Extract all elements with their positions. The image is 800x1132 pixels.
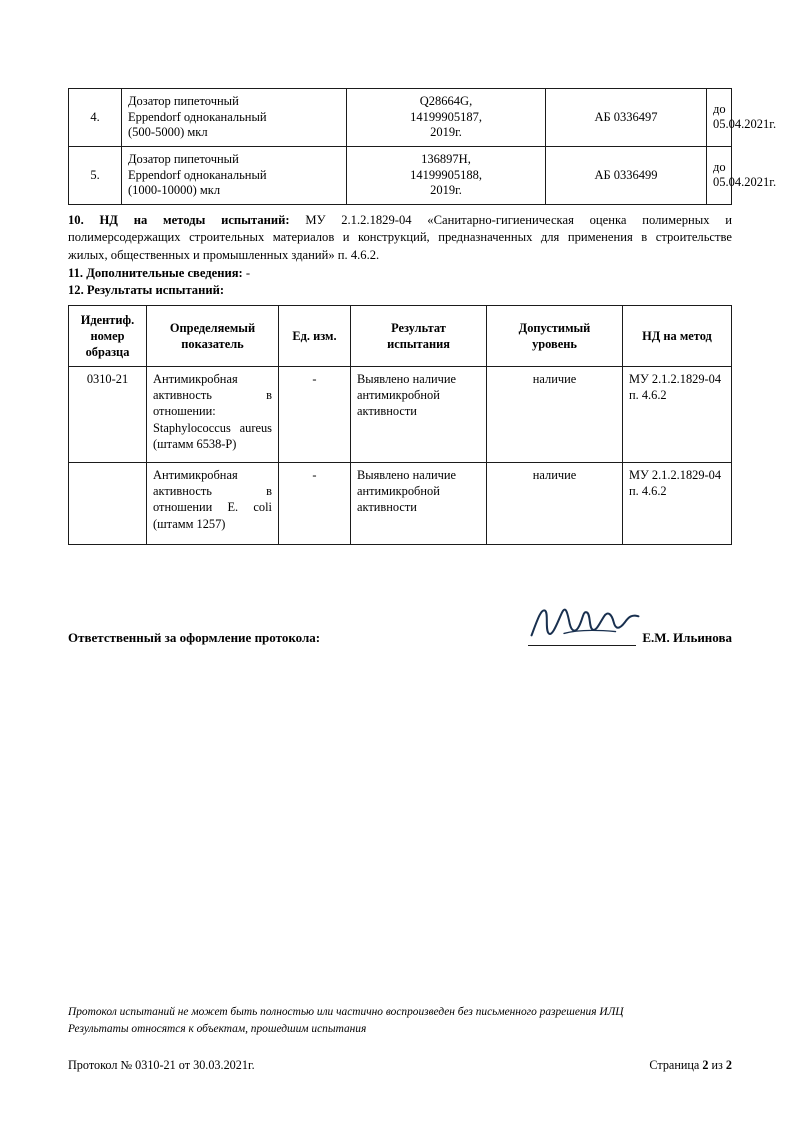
footer-pagination [649, 1058, 732, 1073]
results-header-nd [623, 305, 732, 366]
results-header-result [351, 305, 487, 366]
footer-page-prefix: Страница [649, 1058, 700, 1072]
equipment-serial-line: 14199905187, [410, 109, 482, 124]
results-header-unit [279, 305, 351, 366]
section-11-value: - [245, 265, 251, 280]
header-line: показатель [181, 336, 244, 351]
result-parameter: Антимикробная активность в отношении E. coli (штамм 1257) [147, 463, 279, 545]
result-nd-method [623, 463, 732, 545]
table-row [69, 146, 732, 204]
table-row [69, 367, 732, 463]
signature-name: Е.М. Ильинова [642, 630, 732, 646]
signature-label: Ответственный за оформление протокола: [68, 630, 321, 646]
header-line: Допустимый [518, 320, 591, 335]
section-11 [68, 265, 732, 282]
equipment-serial-line: 2019г. [430, 125, 462, 140]
nd-line: МУ 2.1.2.1829-04 [629, 468, 722, 483]
header-line: Результат [391, 320, 446, 335]
equipment-name-line: Eppendorf одноканальный [128, 167, 267, 182]
result-sample-id [69, 463, 147, 545]
result-unit: - [279, 367, 351, 463]
results-header-parameter [147, 305, 279, 366]
equipment-row-number: 4. [69, 89, 122, 147]
nd-line: п. 4.6.2 [629, 484, 667, 499]
results-table [68, 305, 732, 545]
footer-disclaimer-line2: Результаты относятся к объектам, прошедшим испытания [68, 1022, 367, 1035]
equipment-name-line: (1000-10000) мкл [128, 183, 221, 198]
nd-line: п. 4.6.2 [629, 388, 667, 403]
result-value: Выявлено наличие антимикробной активности [351, 463, 487, 545]
equipment-name [122, 89, 347, 147]
table-row [69, 89, 732, 147]
footer-bar [68, 1058, 732, 1073]
results-header-level [487, 305, 623, 366]
equipment-name-line: Дозатор пипеточный [128, 94, 239, 108]
result-nd-method [623, 367, 732, 463]
signature-block [68, 629, 732, 646]
equipment-name [122, 146, 347, 204]
section-12 [68, 282, 732, 299]
footer-page-current: 2 [702, 1058, 709, 1072]
equipment-row-number: 5. [69, 146, 122, 204]
header-line: образца [85, 345, 130, 360]
footer-page-of: из [711, 1058, 723, 1072]
result-unit: - [279, 463, 351, 545]
results-header-row [69, 305, 732, 366]
equipment-serial [347, 146, 546, 204]
equipment-certificate: АБ 0336497 [546, 89, 707, 147]
equipment-serial-line: 2019г. [430, 183, 462, 198]
nd-line: МУ 2.1.2.1829-04 [629, 372, 722, 387]
section-11-label: 11. Дополнительные сведения: [68, 265, 243, 280]
header-line: номер [90, 328, 125, 343]
result-value: Выявлено наличие антимикробной активности [351, 367, 487, 463]
equipment-name-line: Eppendorf одноканальный [128, 109, 267, 124]
equipment-serial-line: Q28664G, [419, 94, 473, 108]
result-parameter: Антимикробная активность в отношении: Staphylococcus aureus (штамм 6538-Р) [147, 367, 279, 463]
section-10-line2: полимерсодержащих строительных материалов и конструкций, предназначенных для применения в строительстве [68, 230, 732, 245]
section-10-text-line1: МУ 2.1.2.1829-04 «Санитарно-гигиеническая оценка полимерных и [305, 212, 732, 227]
section-10-label: 10. НД на методы испытаний: [68, 212, 290, 227]
equipment-valid-until: до 05.04.2021г. [707, 146, 732, 204]
header-line: испытания [387, 336, 450, 351]
result-sample-id: 0310-21 [69, 367, 147, 463]
equipment-valid-until: до 05.04.2021г. [707, 89, 732, 147]
header-line: Ед. изм. [292, 328, 337, 343]
section-10-line3: жилых, общественных и промышленных зданий» п. 4.6.2. [68, 247, 380, 262]
equipment-table [68, 88, 777, 205]
equipment-serial [347, 89, 546, 147]
header-line: Идентиф. [80, 312, 135, 327]
equipment-certificate: АБ 0336499 [546, 146, 707, 204]
results-header-id [69, 305, 147, 366]
footer-page-total: 2 [725, 1058, 732, 1072]
equipment-name-line: Дозатор пипеточный [128, 151, 239, 166]
signature-holder [502, 629, 732, 646]
signature-line [528, 629, 636, 646]
header-line: НД на метод [642, 328, 712, 343]
footer-disclaimer [68, 1004, 732, 1037]
handwritten-signature-icon [526, 601, 644, 643]
equipment-serial-line: 136897H, [421, 151, 471, 166]
equipment-serial-line: 14199905188, [410, 167, 482, 182]
header-line: Определяемый [169, 320, 256, 335]
table-row [69, 463, 732, 545]
section-12-label: 12. Результаты испытаний: [68, 283, 225, 298]
footer-protocol: Протокол № 0310-21 от 30.03.2021г. [68, 1058, 255, 1072]
result-permissible-level: наличие [487, 367, 623, 463]
section-10-line1 [68, 212, 732, 229]
header-line: уровень [532, 336, 577, 351]
result-permissible-level: наличие [487, 463, 623, 545]
footer-disclaimer-line1: Протокол испытаний не может быть полностью или частично воспроизведен без письменного разрешения ИЛЦ [68, 1006, 624, 1018]
equipment-name-line: (500-5000) мкл [128, 125, 208, 140]
